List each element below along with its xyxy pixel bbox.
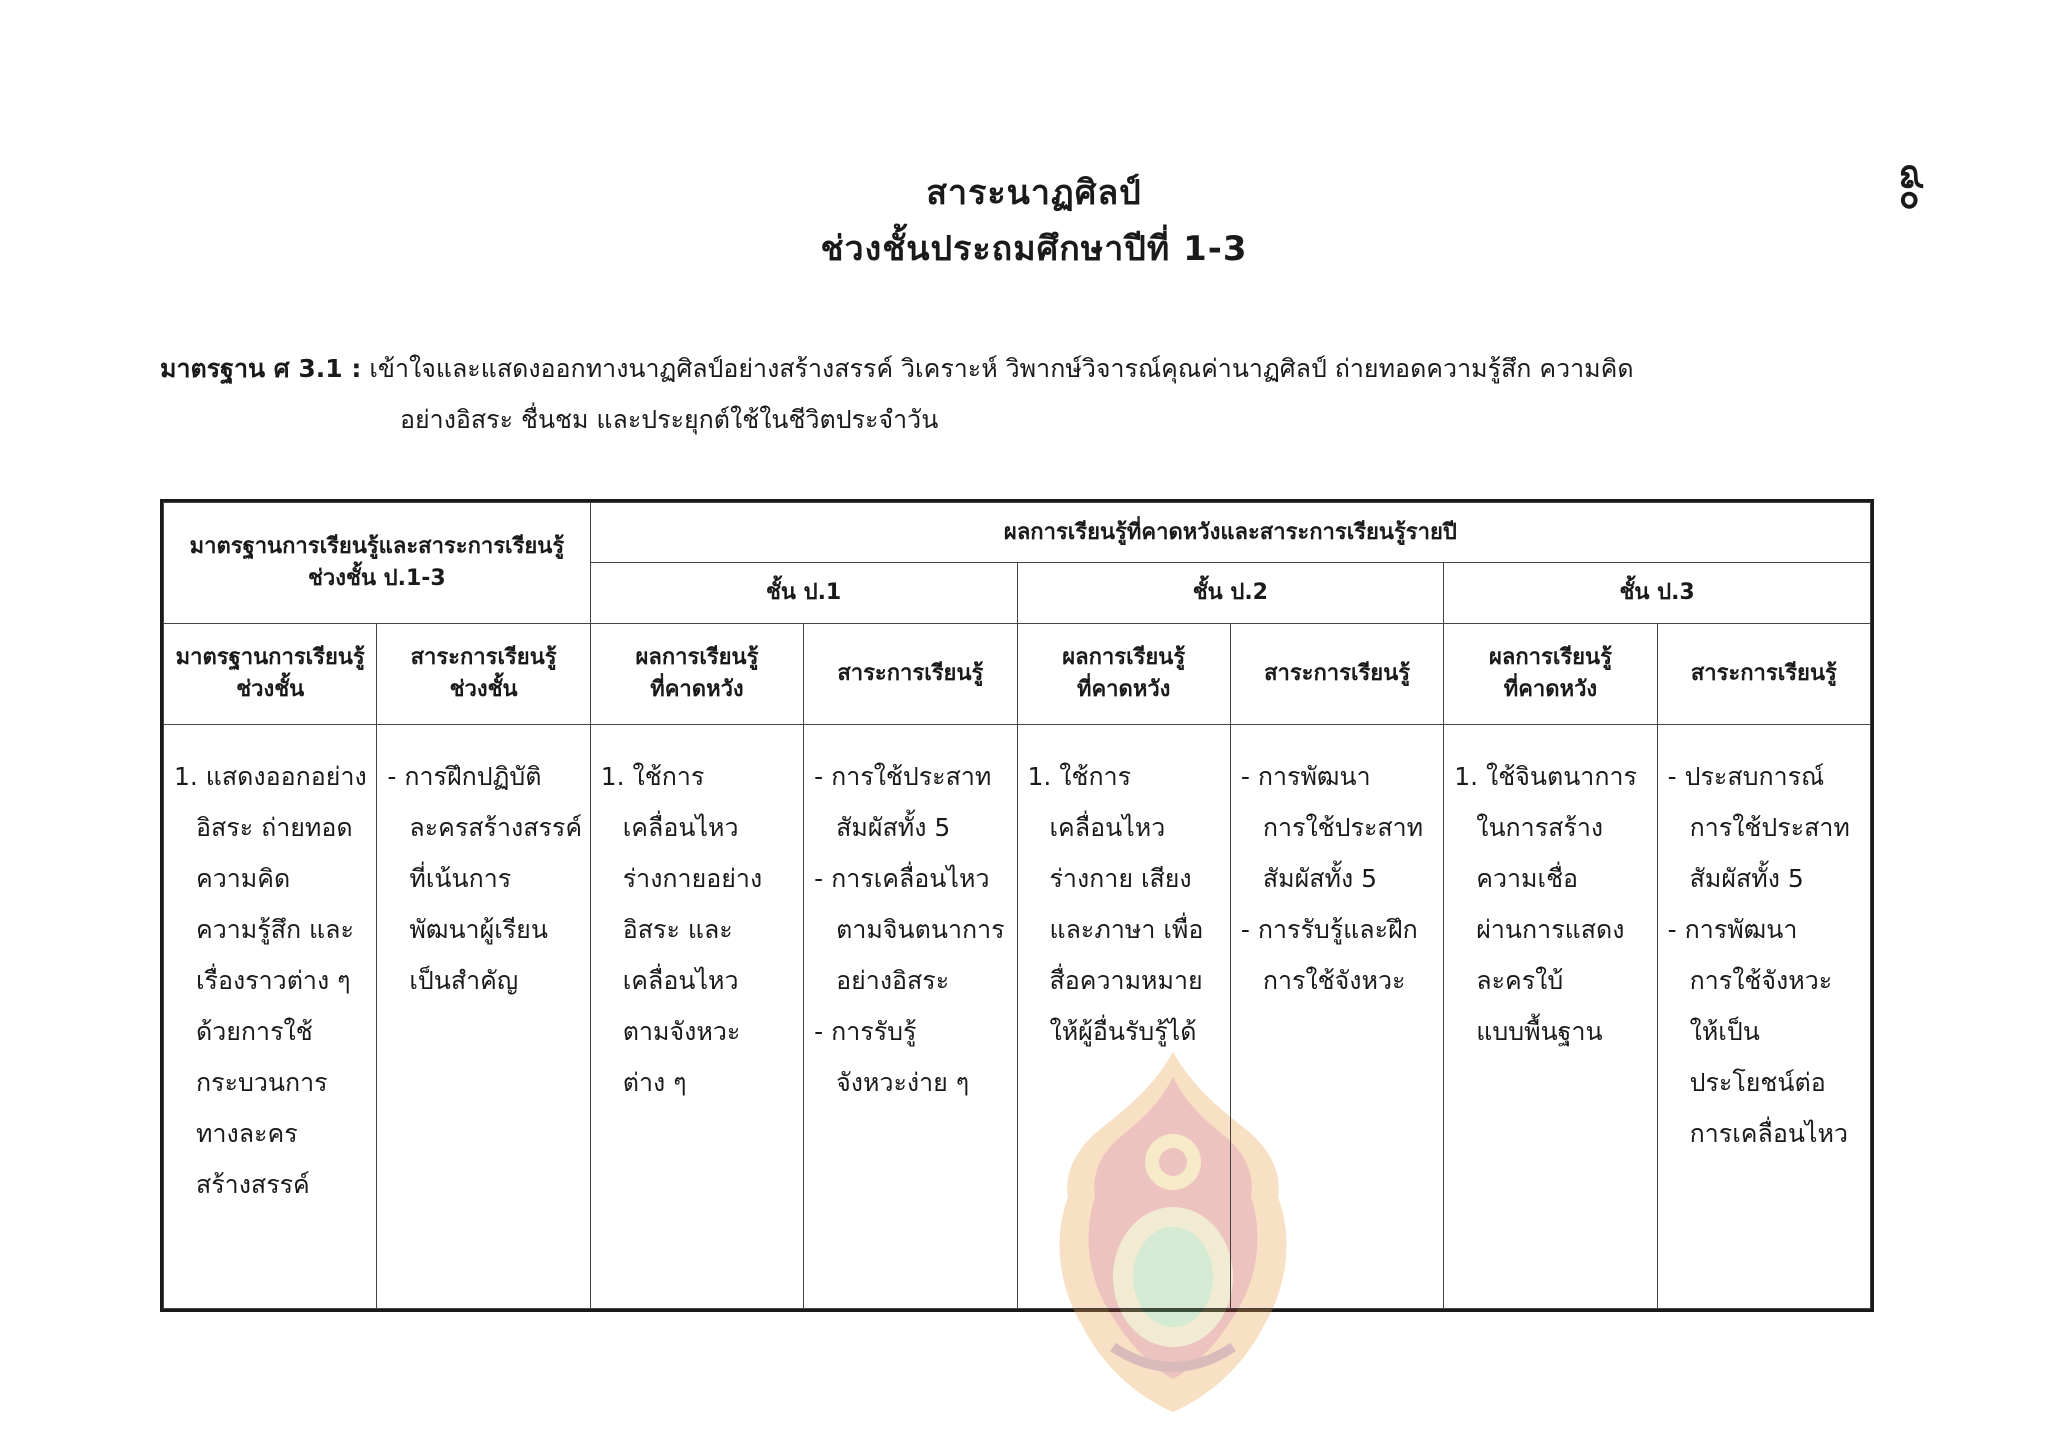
- cell-content-p3: [1657, 725, 1870, 1309]
- cell-line: ตามจังหวะ: [622, 1017, 741, 1046]
- col-header-content-p2: [1230, 624, 1443, 725]
- cell-line: เรื่องราวต่าง ๆ: [196, 966, 351, 995]
- cell-line: - การเคลื่อนไหว: [814, 864, 990, 893]
- col-header-outcome-p2: [1017, 624, 1230, 725]
- subject-title: สาระนาฏศิลป์: [926, 173, 1142, 213]
- cell-line: - การพัฒนา: [1240, 762, 1371, 791]
- cell-line: เคลื่อนไหว: [622, 813, 739, 842]
- cell-line: ประโยชน์ต่อ: [1689, 1068, 1826, 1097]
- page-number: ๘๐: [1892, 163, 1933, 211]
- cell-line: - การฝึกปฏิบัติ: [387, 762, 542, 791]
- grade-header-p2: ชั้น ป.2: [1017, 563, 1444, 624]
- cell-outcome-p1: [590, 725, 803, 1309]
- col-header-line: ที่คาดหวัง: [1076, 677, 1171, 702]
- col-header-line: ที่คาดหวัง: [650, 677, 744, 702]
- cell-line: เคลื่อนไหว: [622, 966, 739, 995]
- cell-line: 1. ใช้การ: [600, 762, 705, 791]
- cell-content-p2: [1230, 725, 1443, 1309]
- grade-header-p3: ชั้น ป.3: [1444, 563, 1871, 624]
- cell-line: ผ่านการแสดง: [1476, 915, 1625, 944]
- cell-line: เคลื่อนไหว: [1049, 813, 1166, 842]
- right-group-header: ผลการเรียนรู้ที่คาดหวังและสาระการเรียนรู้รายปี: [590, 503, 1870, 563]
- cell-line: 1. ใช้การ: [1027, 762, 1132, 791]
- table-grid: [163, 502, 1871, 1309]
- cell-line: การใช้ประสาท: [1689, 813, 1850, 842]
- cell-line: สร้างสรรค์: [196, 1170, 310, 1199]
- curriculum-table: [160, 499, 1874, 1312]
- col-header-line: มาตรฐานการเรียนรู้: [175, 645, 365, 670]
- cell-line: การใช้จังหวะ: [1262, 966, 1406, 995]
- standard-line-2: อย่างอิสระ ชื่นชม และประยุกต์ใช้ในชีวิตประจำวัน: [400, 405, 939, 434]
- left-header-line-1: มาตรฐานการเรียนรู้และสาระการเรียนรู้: [189, 534, 565, 559]
- cell-line: ร่างกายอย่าง: [622, 864, 763, 893]
- cell-line: อย่างอิสระ: [836, 966, 950, 995]
- cell-line: ต่าง ๆ: [622, 1068, 687, 1097]
- col-header-line: ช่วงชั้น: [449, 677, 518, 702]
- col-header-outcome-p1: [590, 624, 803, 725]
- cell-line: - การใช้ประสาท: [814, 762, 992, 791]
- col-header-line: สาระการเรียนรู้: [1690, 661, 1837, 686]
- left-header-line-2: ช่วงชั้น ป.1-3: [308, 566, 446, 591]
- cell-line: ตามจินตนาการ: [836, 915, 1005, 944]
- standard-label: มาตรฐาน ศ 3.1 :: [160, 354, 362, 383]
- cell-line: การใช้จังหวะ: [1689, 966, 1833, 995]
- standard-statement: [160, 343, 1880, 445]
- col-header-line: สาระการเรียนรู้: [410, 645, 557, 670]
- cell-line: ด้วยการใช้: [196, 1017, 313, 1046]
- cell-line: - ประสบการณ์: [1667, 762, 1825, 791]
- col-header-content-p3: [1657, 624, 1870, 725]
- cell-outcome-p3: [1444, 725, 1657, 1309]
- cell-standard: [164, 725, 377, 1309]
- cell-line: - การพัฒนา: [1667, 915, 1798, 944]
- col-header-line: ช่วงชั้น: [236, 677, 305, 702]
- cell-line: - การรับรู้และฝึก: [1240, 915, 1418, 944]
- cell-line: ร่างกาย เสียง: [1049, 864, 1192, 893]
- left-group-header: [164, 503, 591, 624]
- cell-content: [377, 725, 590, 1309]
- col-header-content-p1: [804, 624, 1017, 725]
- cell-line: ความรู้สึก และ: [196, 915, 354, 944]
- cell-line: สัมผัสทั้ง 5: [1689, 864, 1804, 893]
- cell-line: ความเชื่อ: [1476, 864, 1579, 893]
- cell-line: 1. แสดงออกอย่าง: [174, 762, 367, 791]
- cell-line: ในการสร้าง: [1476, 813, 1604, 842]
- cell-line: 1. ใช้จินตนาการ: [1454, 762, 1637, 791]
- col-header-line: สาระการเรียนรู้: [837, 661, 984, 686]
- cell-line: - การรับรู้: [814, 1017, 917, 1046]
- table-row: [164, 725, 1871, 1309]
- col-header-standard: [164, 624, 377, 725]
- cell-line: การใช้ประสาท: [1262, 813, 1424, 842]
- cell-line: สัมผัสทั้ง 5: [1262, 864, 1378, 893]
- standard-line-1: เข้าใจและแสดงออกทางนาฏศิลป์อย่างสร้างสรรค์ วิเคราะห์ วิพากษ์วิจารณ์คุณค่านาฏศิลป์ ถ่ายทอดความรู้สึก ความคิด: [369, 354, 1634, 383]
- col-header-line: ผลการเรียนรู้: [635, 645, 759, 670]
- cell-content-p1: [804, 725, 1017, 1309]
- cell-line: ทางละคร: [196, 1119, 298, 1148]
- cell-line: กระบวนการ: [196, 1068, 328, 1097]
- cell-line: ความคิด: [196, 864, 291, 893]
- col-header-line: สาระการเรียนรู้: [1264, 661, 1411, 686]
- col-header-content: [377, 624, 590, 725]
- cell-line: ละครใบ้: [1476, 966, 1564, 995]
- cell-line: สื่อความหมาย: [1049, 966, 1203, 995]
- cell-line: ที่เน้นการ: [409, 864, 512, 893]
- cell-line: และภาษา เพื่อ: [1049, 915, 1204, 944]
- title-block: [0, 165, 2048, 277]
- cell-line: สัมผัสทั้ง 5: [836, 813, 951, 842]
- cell-line: แบบพื้นฐาน: [1476, 1017, 1603, 1046]
- cell-line: พัฒนาผู้เรียน: [409, 915, 548, 944]
- col-header-line: ที่คาดหวัง: [1503, 677, 1598, 702]
- col-header-line: ผลการเรียนรู้: [1062, 645, 1186, 670]
- col-header-outcome-p3: [1444, 624, 1657, 725]
- level-title: ช่วงชั้นประถมศึกษาปีที่ 1-3: [820, 229, 1248, 269]
- cell-line: จังหวะง่าย ๆ: [836, 1068, 970, 1097]
- cell-outcome-p2: [1017, 725, 1230, 1309]
- grade-header-p1: ชั้น ป.1: [590, 563, 1017, 624]
- cell-line: ให้ผู้อื่นรับรู้ได้: [1049, 1017, 1197, 1046]
- cell-line: การเคลื่อนไหว: [1689, 1119, 1849, 1148]
- cell-line: เป็นสำคัญ: [409, 966, 519, 995]
- cell-line: ให้เป็น: [1689, 1017, 1760, 1046]
- cell-line: ละครสร้างสรรค์: [409, 813, 583, 842]
- col-header-line: ผลการเรียนรู้: [1488, 645, 1612, 670]
- cell-line: อิสระ ถ่ายทอด: [196, 813, 353, 842]
- cell-line: อิสระ และ: [622, 915, 733, 944]
